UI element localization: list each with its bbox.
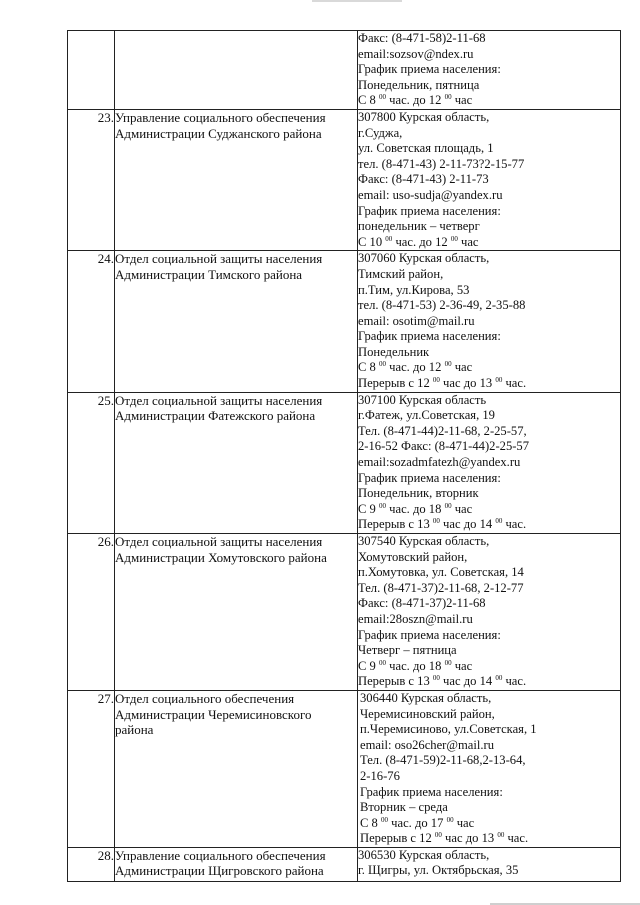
- row-number: 23.: [68, 109, 115, 250]
- contact-text: тел. (8-471-43) 2-11-73?2-15-77: [358, 156, 525, 171]
- contact-text: Перерыв с 13: [358, 674, 433, 689]
- minutes-superscript: 00: [385, 234, 393, 243]
- contact-line: [358, 219, 620, 235]
- contact-text: ул. Советская площадь, 1: [358, 141, 494, 156]
- contact-text: час.: [502, 376, 527, 391]
- contact-text: Факс: (8-471-37)2-11-68: [358, 596, 486, 611]
- row-number: 24.: [68, 251, 115, 392]
- contact-text: час: [457, 234, 479, 249]
- contact-text: Черемисиновский район,: [360, 706, 495, 721]
- minutes-superscript: 00: [450, 234, 458, 243]
- contact-text: Тимский район,: [358, 266, 444, 281]
- office-name-line: Отдел социального обеспечения: [115, 690, 295, 706]
- contact-line: [358, 141, 620, 157]
- office-name-cell: [115, 109, 358, 250]
- minutes-superscript: 00: [379, 360, 386, 369]
- contact-text: email: uso-sudja@yandex.ru: [358, 187, 503, 202]
- contact-line: [358, 172, 620, 188]
- contact-text: г.Суджа,: [358, 125, 403, 140]
- contact-line: [358, 722, 620, 738]
- office-name-line: Администрации Хомутовского района: [115, 549, 327, 565]
- contact-text: тел. (8-471-53) 2-36-49, 2-35-88: [358, 298, 526, 313]
- contact-text: час. до 12: [386, 360, 445, 375]
- minutes-superscript: 00: [444, 93, 452, 102]
- contact-text: email: oso26cher@mail.ru: [360, 737, 494, 752]
- contact-text: час. до 12: [392, 234, 451, 249]
- contact-line: [358, 565, 620, 581]
- contact-text: час.: [504, 831, 529, 846]
- minutes-superscript: 00: [444, 360, 452, 369]
- contact-line: [358, 534, 620, 550]
- table-row: [68, 251, 621, 392]
- contact-line: [358, 659, 620, 675]
- scan-edge-mark: [312, 0, 402, 2]
- office-name-line: Администрации Суджанского района: [115, 125, 322, 141]
- contact-line: [358, 204, 620, 220]
- row-number: 27.: [68, 690, 115, 847]
- contact-line: [358, 628, 620, 644]
- office-name-cell: [115, 251, 358, 392]
- contact-text: час до 14: [439, 517, 496, 532]
- minutes-superscript: 00: [432, 376, 440, 385]
- office-name-line: Администрации Щигровского района: [115, 863, 324, 879]
- contact-text: час: [451, 360, 473, 375]
- contact-text: Вторник – среда: [360, 800, 448, 815]
- contact-text: понедельник – четверг: [358, 219, 480, 234]
- contact-line: [358, 691, 620, 707]
- contact-text: час. до 18: [386, 658, 445, 673]
- contact-line: [358, 738, 620, 754]
- contact-text: email:sozadmfatezh@yandex.ru: [358, 455, 521, 470]
- contact-text: График приема населения:: [358, 62, 501, 77]
- contact-text: 2-16-52 Факс: (8-471-44)2-25-57: [358, 439, 530, 454]
- contact-line: [358, 31, 620, 47]
- minutes-superscript: 00: [497, 831, 505, 840]
- office-contacts-cell: [358, 251, 621, 392]
- contact-line: [358, 674, 620, 690]
- contact-text: час.: [502, 517, 527, 532]
- minutes-superscript: 00: [495, 376, 503, 385]
- contact-text: г. Щигры, ул. Октябрьская, 35: [358, 863, 519, 878]
- contact-line: [358, 581, 620, 597]
- contact-line: [358, 455, 620, 471]
- contact-text: С 9: [358, 501, 379, 516]
- contact-line: [358, 393, 620, 409]
- contact-text: Тел. (8-471-44)2-11-68, 2-25-57,: [358, 423, 527, 438]
- contact-line: [358, 298, 620, 314]
- office-name-cell: [115, 847, 358, 881]
- contact-text: С 10: [358, 234, 386, 249]
- contact-text: час: [451, 93, 473, 108]
- contact-text: п.Черемисиново, ул.Советская, 1: [360, 722, 537, 737]
- contact-text: 306440 Курская область,: [360, 690, 492, 705]
- minutes-superscript: 00: [432, 674, 440, 683]
- minutes-superscript: 00: [381, 815, 388, 824]
- contact-text: График приема населения:: [358, 470, 501, 485]
- contact-line: [358, 110, 620, 126]
- contact-text: Тел. (8-471-37)2-11-68, 2-12-77: [358, 580, 524, 595]
- contact-line: [358, 831, 620, 847]
- contact-text: email:sozsov@ndex.ru: [358, 46, 474, 61]
- row-number: 25.: [68, 392, 115, 533]
- office-name-line: Отдел социальной защиты населения: [115, 534, 323, 549]
- contact-text: email: osotim@mail.ru: [358, 313, 475, 328]
- minutes-superscript: 00: [446, 815, 454, 824]
- office-contacts-cell: [358, 534, 621, 691]
- row-number: 28.: [68, 847, 115, 881]
- contact-line: [358, 439, 620, 455]
- contact-line: [358, 550, 620, 566]
- contact-text: График приема населения:: [358, 329, 501, 344]
- contact-text: Перерыв с 12: [360, 831, 435, 846]
- contact-line: [358, 643, 620, 659]
- contact-text: Перерыв с 12: [358, 376, 433, 391]
- table-row: [68, 534, 621, 691]
- contact-text: г.Фатеж, ул.Советская, 19: [358, 408, 495, 423]
- contact-line: [358, 235, 620, 251]
- contact-line: [358, 376, 620, 392]
- contact-text: час.: [502, 674, 527, 689]
- contact-text: Хомутовский район,: [358, 549, 468, 564]
- contact-line: [358, 345, 620, 361]
- social-protection-offices-table: [67, 30, 621, 882]
- contact-line: [358, 126, 620, 142]
- contact-text: час. до 12: [386, 93, 445, 108]
- contact-text: 307800 Курская область,: [358, 109, 490, 124]
- contact-line: [358, 471, 620, 487]
- minutes-superscript: 00: [432, 517, 440, 526]
- contact-text: С 8: [360, 815, 381, 830]
- contact-line: [358, 800, 620, 816]
- office-name-line: Отдел социальной защиты населения: [115, 251, 323, 267]
- row-number: [68, 31, 115, 110]
- minutes-superscript: 00: [434, 831, 442, 840]
- table-row: [68, 392, 621, 533]
- contact-line: [358, 267, 620, 283]
- minutes-superscript: 00: [495, 674, 503, 683]
- contact-line: [358, 283, 620, 299]
- contact-text: час до 14: [439, 674, 496, 689]
- contact-line: [358, 78, 620, 94]
- office-name-cell: [115, 392, 358, 533]
- contact-text: 307540 Курская область,: [358, 534, 490, 548]
- minutes-superscript: 00: [495, 517, 503, 526]
- contact-line: [358, 62, 620, 78]
- table-row: [68, 31, 621, 110]
- contact-line: [358, 188, 620, 204]
- contact-line: [358, 816, 620, 832]
- contact-line: [358, 93, 620, 109]
- contact-line: [358, 47, 620, 63]
- contact-text: 2-16-76: [360, 768, 400, 783]
- contact-text: График приема населения:: [358, 627, 501, 642]
- contact-line: [358, 502, 620, 518]
- office-name-cell: [115, 690, 358, 847]
- contact-text: час. до 18: [386, 501, 445, 516]
- contact-text: График приема населения:: [358, 203, 501, 218]
- contact-text: п.Хомутовка, ул. Советская, 14: [358, 565, 524, 580]
- contact-text: п.Тим, ул.Кирова, 53: [358, 282, 470, 297]
- contact-line: [358, 848, 620, 864]
- contact-line: [358, 157, 620, 173]
- contact-text: Понедельник: [358, 344, 430, 359]
- table-row: [68, 847, 621, 881]
- contact-text: 306530 Курская область,: [358, 847, 490, 862]
- office-name-cell: [115, 534, 358, 691]
- contact-line: [358, 596, 620, 612]
- office-name-line: района: [115, 722, 154, 738]
- office-contacts-cell: [358, 392, 621, 533]
- contact-text: Тел. (8-471-59)2-11-68,2-13-64,: [360, 753, 526, 768]
- contact-text: Факс: (8-471-58)2-11-68: [358, 31, 486, 45]
- minutes-superscript: 00: [379, 658, 386, 667]
- contact-text: Четверг – пятница: [358, 643, 457, 658]
- contact-text: График приема населения:: [360, 784, 503, 799]
- contact-text: С 9: [358, 658, 379, 673]
- contact-line: [358, 486, 620, 502]
- minutes-superscript: 00: [444, 658, 452, 667]
- office-name-line: Управление социального обеспечения: [115, 847, 326, 863]
- office-name-line: Управление социального обеспечения: [115, 109, 326, 125]
- office-name-line: Администрации Тимского района: [115, 266, 303, 282]
- contact-text: час до 13: [441, 831, 498, 846]
- contact-line: [358, 517, 620, 533]
- contact-text: С 8: [358, 93, 379, 108]
- contact-line: [358, 753, 620, 769]
- contact-line: [358, 424, 620, 440]
- contact-text: час: [453, 815, 475, 830]
- contact-text: час. до 17: [388, 815, 447, 830]
- contact-text: Перерыв с 13: [358, 517, 433, 532]
- contact-line: [358, 329, 620, 345]
- contact-line: [358, 314, 620, 330]
- table-body: [68, 31, 621, 882]
- contact-text: Понедельник, пятница: [358, 77, 480, 92]
- contact-text: час: [451, 658, 473, 673]
- contact-line: [358, 360, 620, 376]
- table-row: [68, 690, 621, 847]
- office-contacts-cell: [358, 690, 621, 847]
- contact-line: [358, 408, 620, 424]
- minutes-superscript: 00: [444, 501, 452, 510]
- contact-line: [358, 785, 620, 801]
- contact-text: 307100 Курская область: [358, 392, 487, 407]
- office-name-line: Отдел социальной защиты населения: [115, 392, 323, 408]
- contact-line: [358, 863, 620, 879]
- office-name-line: Администрации Черемисиновского: [115, 706, 312, 722]
- minutes-superscript: 00: [379, 93, 386, 102]
- office-contacts-cell: [358, 31, 621, 110]
- contact-line: [358, 769, 620, 785]
- contact-text: email:28oszn@mail.ru: [358, 611, 473, 626]
- minutes-superscript: 00: [379, 501, 386, 510]
- contact-text: Факс: (8-471-43) 2-11-73: [358, 172, 489, 187]
- table-row: [68, 109, 621, 250]
- contact-text: час: [451, 501, 473, 516]
- contact-line: [358, 612, 620, 628]
- office-name-cell: [115, 31, 358, 110]
- row-number: 26.: [68, 534, 115, 691]
- contact-text: час до 13: [439, 376, 496, 391]
- office-contacts-cell: [358, 109, 621, 250]
- office-name-line: Администрации Фатежского района: [115, 408, 316, 424]
- contact-text: С 8: [358, 360, 379, 375]
- contact-line: [358, 251, 620, 267]
- contact-text: 307060 Курская область,: [358, 251, 490, 266]
- office-contacts-cell: [358, 847, 621, 881]
- contact-text: Понедельник, вторник: [358, 486, 479, 501]
- contact-line: [358, 707, 620, 723]
